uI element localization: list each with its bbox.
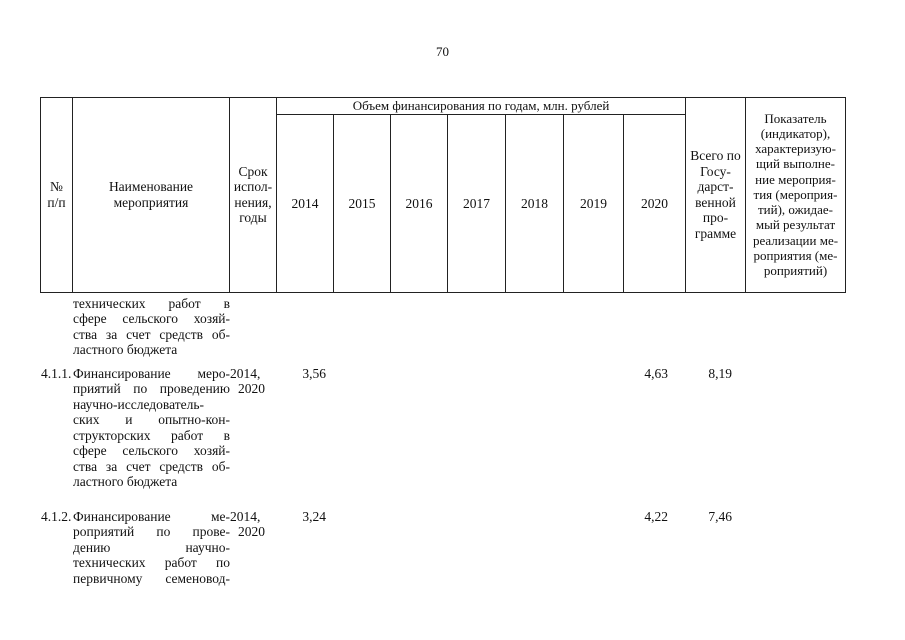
- row-name-line: приятий по проведению: [73, 381, 230, 396]
- continuation-line: технических работ в: [73, 296, 230, 311]
- continuation-line: ластного бюджета: [73, 342, 178, 357]
- row-term-line: 2020: [238, 524, 265, 539]
- header-col-name: Наименование мероприятия: [108, 179, 194, 210]
- row-name-line: роприятий по прове-: [73, 524, 230, 539]
- header-year-2014: 2014: [291, 195, 319, 211]
- row-name-line: Финансирование меро-: [73, 366, 230, 381]
- row-value-2020: 4,22: [644, 509, 668, 524]
- continuation-line: сфере сельского хозяй-: [73, 311, 230, 326]
- header-col-number: № п/п: [47, 179, 66, 210]
- row-term-line: 2014,: [230, 366, 261, 381]
- page-number: 70: [436, 44, 449, 59]
- header-col-total: Всего по Госу- дарст- венной про- грамме: [690, 148, 741, 241]
- row-number-4-1-2: 4.1.2.: [41, 509, 72, 524]
- header-year-2016: 2016: [405, 195, 433, 211]
- row-name-line: ства за счет средств об-: [73, 459, 230, 474]
- row-name-line: первичному семеновод-: [73, 571, 230, 586]
- header-border-right: [845, 97, 846, 293]
- row-name-line: ских и опытно-кон-: [73, 412, 230, 427]
- row-name-line: Финансирование ме-: [73, 509, 230, 524]
- row-name-line: научно-исследователь-: [73, 397, 205, 412]
- continuation-line: ства за счет средств об-: [73, 327, 230, 342]
- header-col-term: Срок испол- нения, годы: [233, 163, 273, 225]
- header-year-2019: 2019: [580, 195, 607, 211]
- row-name-line: сфере сельского хозяй-: [73, 443, 230, 458]
- header-year-2015: 2015: [348, 195, 376, 211]
- header-year-2018: 2018: [521, 195, 548, 211]
- header-col-indicator: Показатель (индикатор), характеризую- щий выполне- ние мероприя- тия (мероприя- тий), ожидае- мый результат реализации ме- роприятия (ме- роприятий): [752, 110, 839, 278]
- row-number-4-1-1: 4.1.1.: [41, 366, 72, 381]
- row-term-line: 2020: [238, 381, 265, 396]
- header-year-2020: 2020: [641, 195, 668, 211]
- row-value-2014: 3,24: [302, 509, 326, 524]
- row-name-line: дению научно-: [73, 540, 230, 555]
- header-bottom-border: [40, 292, 846, 293]
- row-name-line: структорских работ в: [73, 428, 230, 443]
- header-year-2017: 2017: [463, 195, 490, 211]
- row-value-2020: 4,63: [644, 366, 668, 381]
- row-term-line: 2014,: [230, 509, 261, 524]
- row-value-2014: 3,56: [302, 366, 326, 381]
- table-header: [40, 97, 846, 293]
- row-total: 8,19: [708, 366, 732, 381]
- row-total: 7,46: [708, 509, 732, 524]
- row-name-line: технических работ по: [73, 555, 230, 570]
- row-name-line: ластного бюджета: [73, 474, 178, 489]
- header-funding-group: Объем финансирования по годам, млн. рублей: [352, 97, 610, 113]
